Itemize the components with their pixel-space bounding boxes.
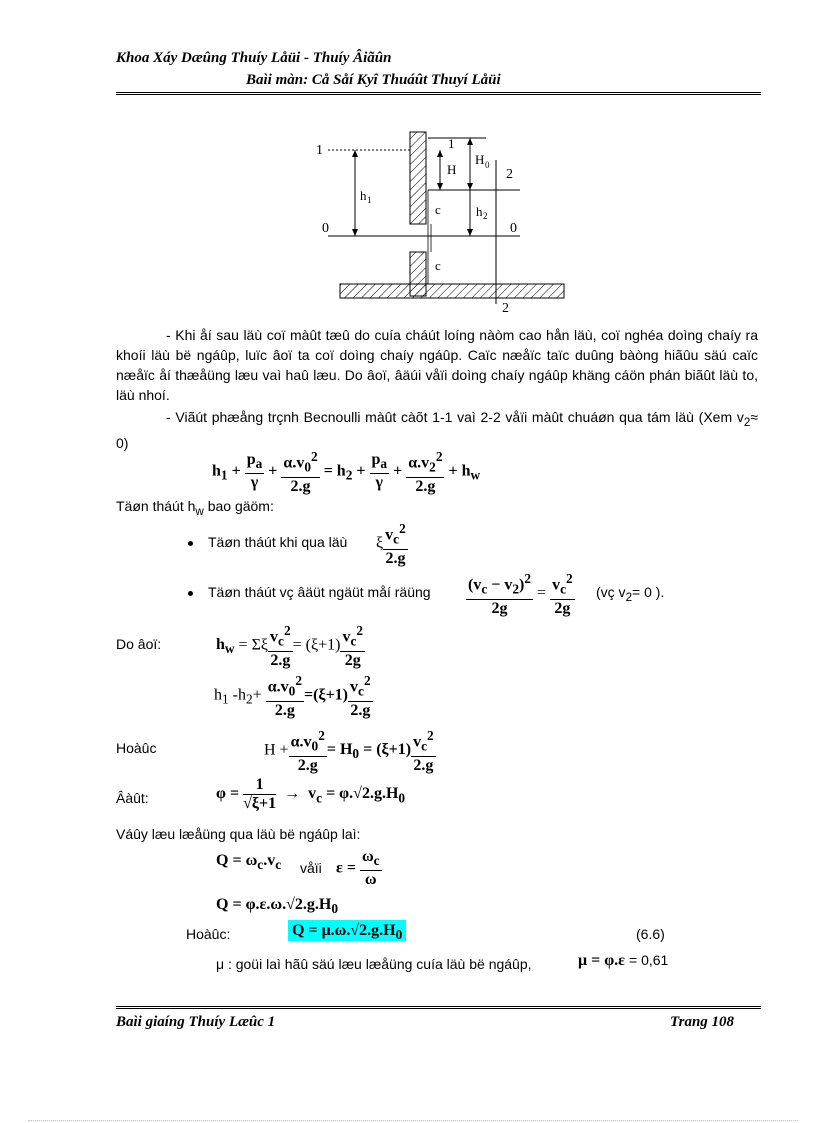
header-line-1: Khoa Xáy Dæûng Thuíy Låüi - Thuíy Âiãûn <box>116 50 392 66</box>
fig-label-c-bottom: c <box>435 258 441 273</box>
bullet-dot-1 <box>188 541 193 546</box>
bullet-item-1: Täøn tháút khi qua läù <box>208 534 348 550</box>
fig-label-h1: h <box>360 188 367 203</box>
bernoulli-text: - Viãút phæång trçnh Becnoulli màût càõt 1-1 vaì 2-2 våïi màût chuáøn qua tám läù (Xem v <box>166 409 744 425</box>
bullet-2-note-end: = 0 ). <box>632 584 665 600</box>
equation-expansion-loss: $\frac{(v_c - v_2)^2}{2g}$ = $\frac{v_c^2}{2g}$ <box>468 571 573 617</box>
equation-h1-h2: $h_1$ $-h_2+$ $\frac{\alpha.v_0^2}{2.g}$ =(ξ+1) $\frac{v_c^2}{2.g}$ <box>214 673 371 719</box>
equation-orifice-loss: ξ $\frac{v_c^2}{2.g}$ <box>376 521 406 567</box>
bullet-2-note-sub: 2 <box>625 590 633 604</box>
fig-label-h1-sub: 1 <box>367 195 372 205</box>
fig-label-H0: H <box>475 152 485 167</box>
fig-label-c-top: c <box>435 202 441 217</box>
orifice-diagram <box>310 120 570 320</box>
bullet-item-2: Täøn tháút vç âäüt ngäüt måí räüng <box>208 584 431 600</box>
footer-page-number: Trang 108 <box>670 1014 735 1030</box>
loss-intro-end: bao gäöm: <box>203 498 274 514</box>
fig-label-2-bottom: 2 <box>502 301 509 316</box>
equation-Q-final: $Q = \mu.\omega.√2.g.H_0$ <box>288 922 406 943</box>
label-do-doi: Do âoï: <box>116 636 162 652</box>
bernoulli-text-end: ≈ 0) <box>116 409 758 451</box>
equation-H0: H + $\frac{\alpha.v_0^2}{2.g}$ = $H_0 = (\xi+1)$ $\frac{v_c^2}{2.g}$ <box>264 728 434 774</box>
equation-Q-2: $Q = \varphi.\varepsilon.\omega.√2.g.H_0$ <box>216 896 338 917</box>
equation-number: (6.6) <box>636 926 665 942</box>
bullet-2-note-text: (vç v <box>596 584 626 600</box>
equation-mu: μ = φ.ε = 0,61 <box>578 952 669 969</box>
loss-intro-text: Täøn tháút h <box>116 498 196 514</box>
mu-definition: μ : goüi laì hãû säú læu læåüng cuía läù bë ngáûp, <box>216 956 532 972</box>
fig-label-1: 1 <box>316 143 323 158</box>
equation-phi: φ = $\frac{1}{√\xi+1}$ → $v_c = \varphi.√2.g.H_0$ <box>216 776 406 812</box>
loss-intro-sub: w <box>195 504 204 518</box>
fig-label-0-left: 0 <box>322 221 329 236</box>
mu-value: = 0,61 <box>629 952 669 968</box>
label-dat: Âàût: <box>116 790 149 806</box>
equation-bernoulli: $h_1$ + $\frac{p_a}{\gamma}$ + $\frac{\alpha.v_0^2}{2.g}$ = $h_2$ + $\frac{p_a}{\gamma}$ + $\frac{\alpha.v_2^2}{2.g}$ + $h_w$ <box>212 449 481 495</box>
h1-h2-text: h <box>214 686 222 704</box>
fig-label-h2: h <box>476 204 483 219</box>
label-hoac-2: Hoàûc: <box>186 926 231 942</box>
header-rule <box>116 92 761 95</box>
footer-left: Baìi giaíng Thuíy Læûc 1 <box>116 1014 276 1030</box>
label-voi: våïi <box>300 860 322 876</box>
footer-rule <box>116 1006 761 1009</box>
paragraph-submerged-flow: - Khi åí sau läù coï màût tæû do cuía cháút loíng nàòm cao hån läù, coï nghéa doìng chaíy ra khoíi läù bë ngáûp, luïc âoï ta coï doìng chaíy ngáûp. Caïc næåïc taïc duûng bàòng hiãûu säú caïc næåïc åí thæåüng læu vaì haû læu. Do âoï, âäúi våïi doìng chaíy ngáûp khäng cáön phán biãût läù to, läù nhoí. <box>116 327 758 403</box>
page-bottom-dotted-line <box>28 1120 798 1121</box>
fig-label-0-right: 0 <box>510 221 517 236</box>
fig-label-1-small: 1 <box>448 136 455 151</box>
fig-label-H0-sub: 0 <box>485 160 490 170</box>
fig-label-H: H <box>447 162 457 177</box>
bernoulli-text-sub: 2 <box>743 415 751 429</box>
fig-label-h2-sub: 2 <box>483 211 488 221</box>
header-line-2: Baìi màn: Cå Såí Kyî Thuáût Thuyí Låüi <box>246 72 501 88</box>
equation-hw: $h_w = \Sigma\xi$ $\frac{v_c^2}{2.g}$ = (ξ+1) $\frac{v_c^2}{2g}$ <box>216 623 364 669</box>
loss-intro <box>116 498 274 518</box>
fig-label-2-top: 2 <box>506 167 513 182</box>
label-hoac-1: Hoàûc <box>116 740 157 756</box>
equation-Q-1: $Q = \omega_c.v_c$ <box>216 852 282 873</box>
bullet-dot-2 <box>188 591 193 596</box>
label-vay: Váûy læu læåüng qua läù bë ngáûp laì: <box>116 826 361 842</box>
equation-epsilon: ε = $\frac{\omega_c}{\omega}$ <box>336 848 380 889</box>
paragraph-bernoulli <box>116 407 758 453</box>
bullet-2-note <box>596 584 664 604</box>
